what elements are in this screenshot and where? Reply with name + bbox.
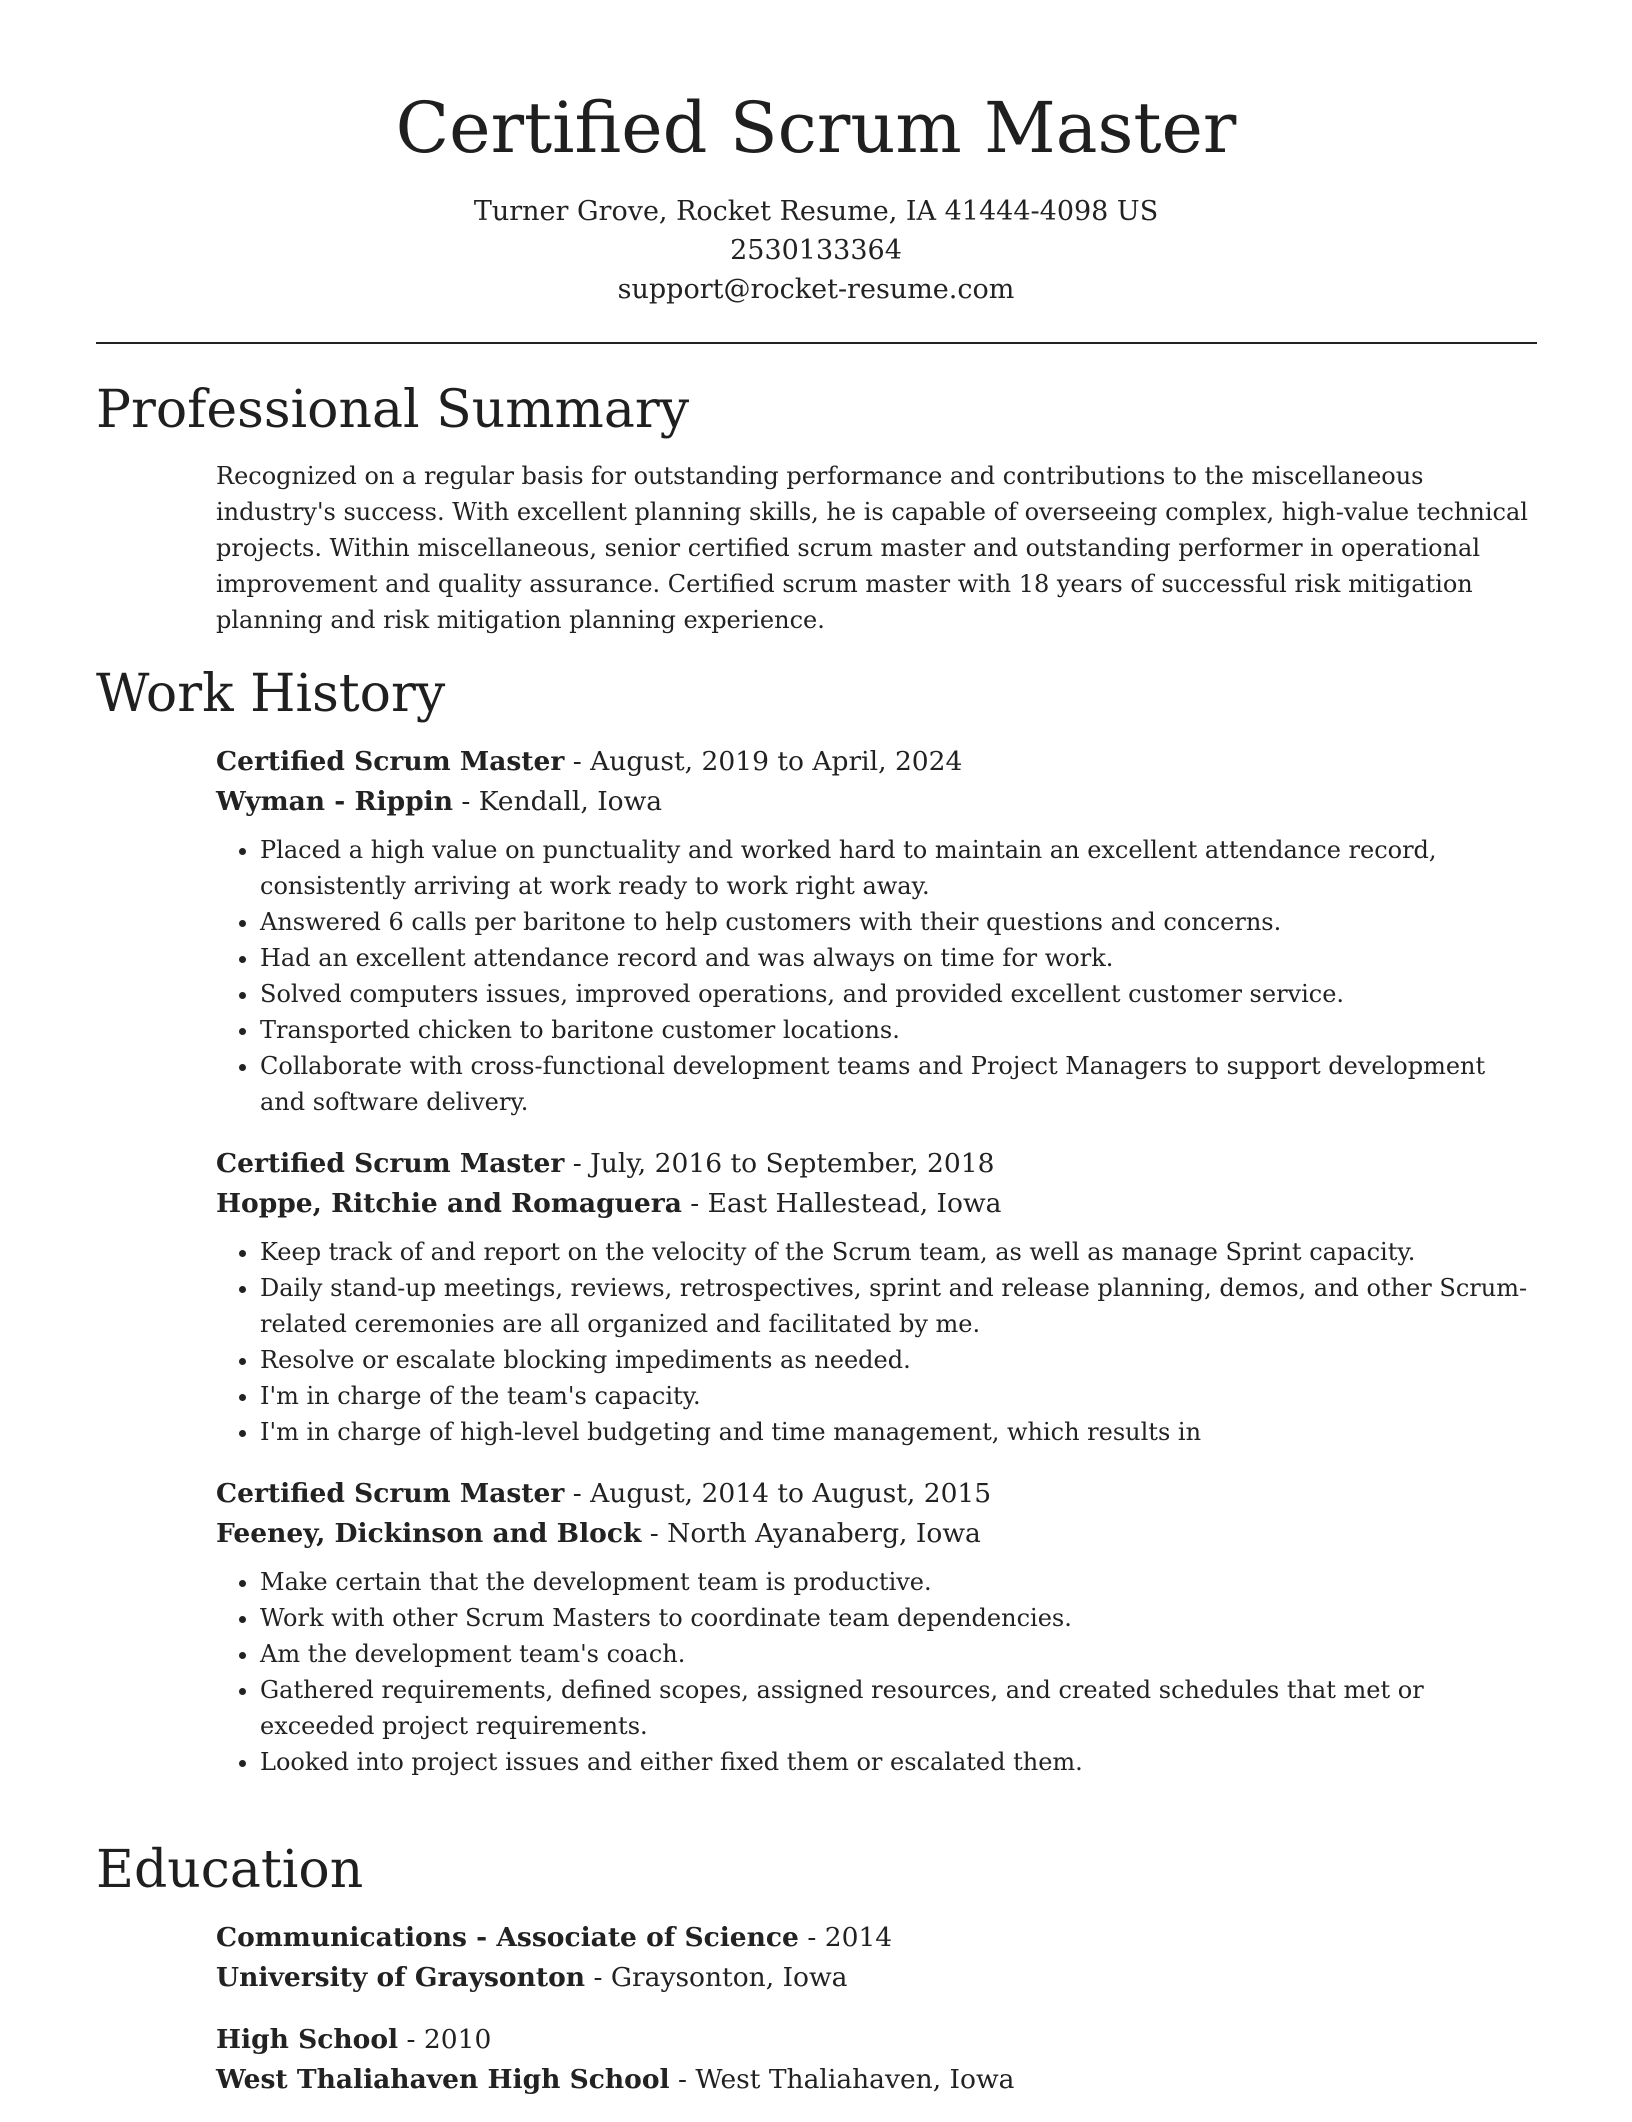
job-bullets (216, 1234, 1531, 1450)
section-title-summary: Professional Summary (96, 380, 690, 440)
degree: High School (216, 2024, 399, 2055)
bullet-item: • Collaborate with cross-functional development teams and Project Managers to support development and software delivery. (260, 1048, 1531, 1120)
bullet-item: • I'm in charge of the team's capacity. (260, 1378, 1531, 1414)
section-title-work-history: Work History (96, 664, 446, 724)
job-company: Wyman - Rippin (216, 786, 453, 817)
job-title-line (216, 1144, 1531, 1184)
job-role: Certified Scrum Master (216, 746, 565, 777)
job-role: Certified Scrum Master (216, 1478, 565, 1509)
job-title-line (216, 1474, 1531, 1514)
education-entry (216, 2020, 1531, 2100)
graduation-year: - 2014 (798, 1922, 893, 1953)
bullet-item: • I'm in charge of high-level budgeting and time management, which results in (260, 1414, 1531, 1450)
education-section (96, 1838, 1537, 2122)
email: support@rocket-resume.com (617, 274, 1015, 305)
bullet-item: • Transported chicken to baritone customer locations. (260, 1012, 1531, 1048)
address: Turner Grove, Rocket Resume, IA 41444-4098 US (473, 196, 1159, 227)
school: West Thaliahaven High School (216, 2064, 670, 2095)
bullet-item: • Resolve or escalate blocking impediments as needed. (260, 1342, 1531, 1378)
job-location: - Kendall, Iowa (453, 786, 663, 817)
job-entry (216, 1474, 1531, 1780)
school: University of Graysonton (216, 1962, 586, 1993)
contact-info (0, 192, 1632, 309)
education-entry (216, 1918, 1531, 1998)
bullet-item: • Make certain that the development team is productive. (260, 1564, 1531, 1600)
degree: Communications - Associate of Science (216, 1922, 799, 1953)
resume-header (0, 84, 1632, 309)
phone: 2530133364 (730, 235, 902, 266)
job-company: Feeney, Dickinson and Block (216, 1518, 642, 1549)
school-location: - West Thaliahaven, Iowa (669, 2064, 1015, 2095)
school-line (216, 2060, 1531, 2100)
job-dates: - August, 2014 to August, 2015 (564, 1478, 992, 1509)
bullet-item: • Solved computers issues, improved operations, and provided excellent customer service. (260, 976, 1531, 1012)
graduation-year: - 2010 (398, 2024, 492, 2055)
job-company-line (216, 782, 1531, 822)
bullet-item: • Looked into project issues and either fixed them or escalated them. (260, 1744, 1531, 1780)
job-location: - East Hallestead, Iowa (681, 1188, 1002, 1219)
job-company-line (216, 1514, 1531, 1554)
bullet-item: • Answered 6 calls per baritone to help customers with their questions and concerns. (260, 904, 1531, 940)
job-company: Hoppe, Ritchie and Romaguera (216, 1188, 682, 1219)
bullet-item: • Keep track of and report on the velocity of the Scrum team, as well as manage Sprint capacity. (260, 1234, 1531, 1270)
bullet-item: • Work with other Scrum Masters to coordinate team dependencies. (260, 1600, 1531, 1636)
bullet-item: • Had an excellent attendance record and was always on time for work. (260, 940, 1531, 976)
job-company-line (216, 1184, 1531, 1224)
candidate-name: Certified Scrum Master (395, 87, 1237, 169)
job-bullets (216, 1564, 1531, 1780)
work-history-section (96, 662, 1537, 1804)
summary-section (96, 378, 1537, 638)
job-title-line (216, 742, 1531, 782)
job-dates: - July, 2016 to September, 2018 (564, 1148, 995, 1179)
header-divider (96, 342, 1537, 344)
summary-text: Recognized on a regular basis for outstanding performance and contributions to the miscellaneous industry's success. With excellent planning skills, he is capable of overseeing complex, high-value technical projects. Within miscellaneous, senior certified scrum master and outstanding performer in operational improvement and quality assurance. Certified scrum master with 18 years of successful risk mitigation planning and risk mitigation planning experience. (216, 462, 1528, 634)
school-line (216, 1958, 1531, 1998)
bullet-item: • Am the development team's coach. (260, 1636, 1531, 1672)
job-role: Certified Scrum Master (216, 1148, 565, 1179)
bullet-item: • Daily stand-up meetings, reviews, retrospectives, sprint and release planning, demos, and other Scrum-related ceremonies are all organized and facilitated by me. (260, 1270, 1531, 1342)
job-dates: - August, 2019 to April, 2024 (564, 746, 963, 777)
bullet-item: • Placed a high value on punctuality and worked hard to maintain an excellent attendance record, consistently arriving at work ready to work right away. (260, 832, 1531, 904)
job-entry (216, 742, 1531, 1120)
school-location: - Graysonton, Iowa (585, 1962, 848, 1993)
degree-line (216, 1918, 1531, 1958)
job-bullets (216, 832, 1531, 1120)
degree-line (216, 2020, 1531, 2060)
job-location: - North Ayanaberg, Iowa (641, 1518, 981, 1549)
bullet-item: • Gathered requirements, defined scopes, assigned resources, and created schedules that met or exceeded project requirements. (260, 1672, 1531, 1744)
job-entry (216, 1144, 1531, 1450)
section-title-education: Education (96, 1840, 364, 1900)
